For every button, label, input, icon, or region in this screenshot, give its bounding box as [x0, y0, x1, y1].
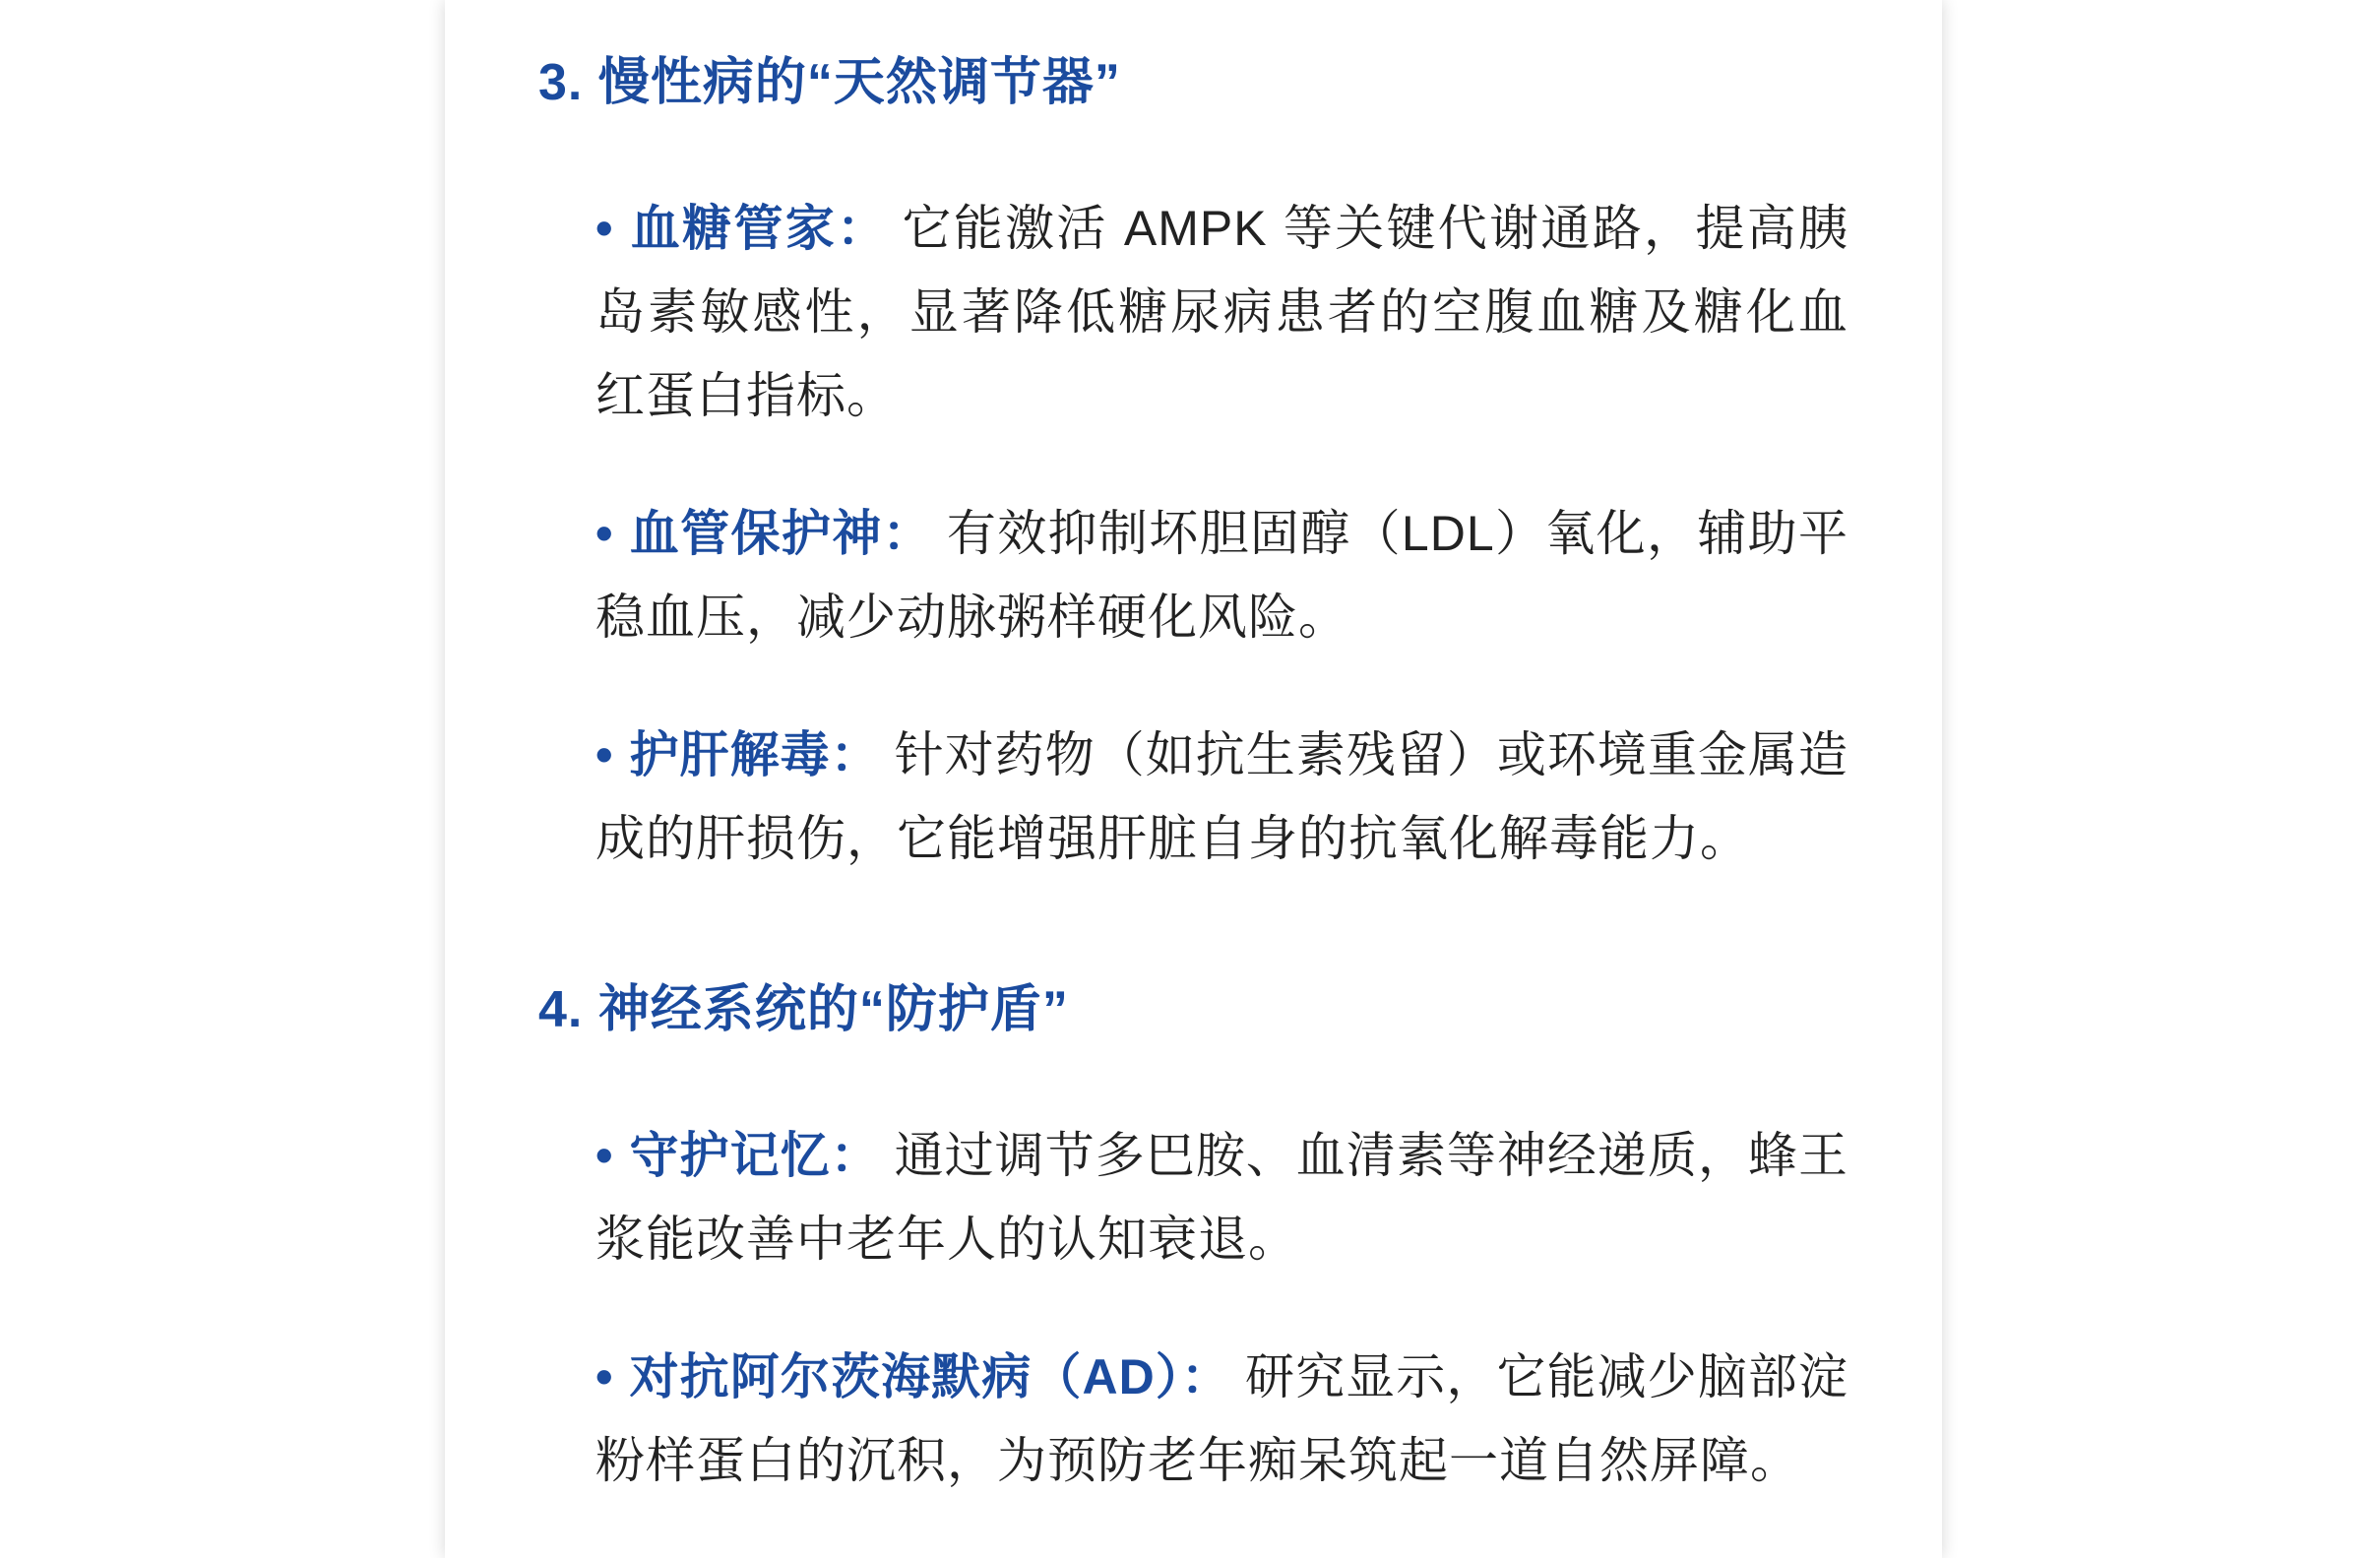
bullet-item-liver-detox: [595, 714, 1848, 881]
bullet-text: 针对药物（如抗生素残留）或环境重金属造成的肝损伤，它能增强肝脏自身的抗氧化解毒能力。: [595, 727, 1849, 866]
bullet-text: 有效抑制坏胆固醇（LDL）氧化，辅助平稳血压，减少动脉粥样硬化风险。: [595, 506, 1848, 645]
bullet-term: 血糖管家：: [629, 201, 889, 256]
bullet-text: 它能激活 AMPK 等关键代谢通路，提高胰岛素敏感性，显著降低糖尿病患者的空腹血糖及糖化血红蛋白指标。: [595, 201, 1849, 423]
bullet-term: 护肝解毒：: [629, 727, 881, 782]
bullet-dot-icon: •: [595, 506, 614, 561]
section-heading-chronic-disease: 3. 慢性病的“天然调节器”: [538, 54, 1121, 111]
bullet-list: [538, 187, 1848, 881]
bullet-dot-icon: •: [595, 1349, 614, 1404]
bullet-text: 通过调节多巴胺、血清素等神经递质，蜂王浆能改善中老年人的认知衰退。: [595, 1128, 1849, 1267]
bullet-item-memory: [595, 1114, 1848, 1281]
bullet-dot-icon: •: [595, 201, 614, 256]
bullet-text: 研究显示，它能减少脑部淀粉样蛋白的沉积，为预防老年痴呆筑起一道自然屏障。: [595, 1349, 1849, 1488]
article-card: [445, 0, 1942, 1558]
bullet-term: 血管保护神：: [629, 506, 933, 561]
bullet-list: [538, 1114, 1848, 1503]
bullet-dot-icon: •: [595, 727, 614, 782]
bullet-item-blood-vessel: [595, 492, 1848, 659]
section-heading-nervous-system: 4. 神经系统的“防护盾”: [538, 981, 1069, 1038]
bullet-dot-icon: •: [595, 1128, 614, 1183]
bullet-item-alzheimer: [595, 1336, 1848, 1503]
bullet-item-blood-sugar: [595, 187, 1848, 438]
bullet-term: 对抗阿尔茨海默病（AD）：: [629, 1349, 1231, 1404]
bullet-term: 守护记忆：: [629, 1128, 881, 1183]
